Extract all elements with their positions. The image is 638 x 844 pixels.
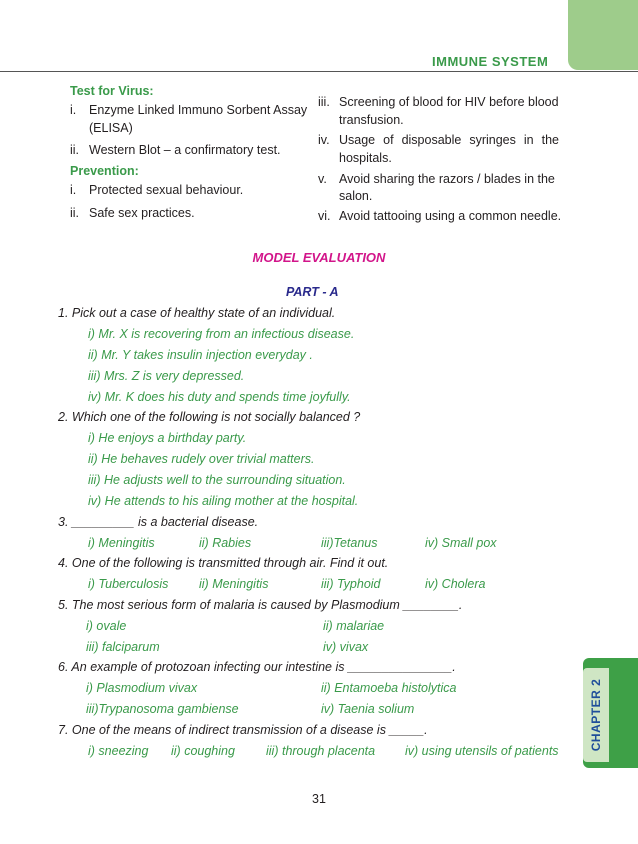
question-5: 5. The most serious form of malaria is caused by Plasmodium ________. [58, 598, 463, 612]
option: i) Mr. X is recovering from an infectious disease. [88, 327, 355, 341]
option: ii) Mr. Y takes insulin injection everyday . [88, 348, 313, 362]
test-item-text: (ELISA) [89, 121, 133, 135]
question-2: 2. Which one of the following is not socially balanced ? [58, 410, 361, 424]
header-corner-tab [568, 0, 638, 70]
option: iv) using utensils of patients [405, 744, 559, 758]
option: iv) vivax [323, 640, 369, 654]
test-item-text: Western Blot – a confirmatory test. [89, 143, 281, 157]
model-evaluation-heading: MODEL EVALUATION [252, 250, 386, 265]
test-item-num: ii. [70, 143, 80, 157]
prevention-item-text: Safe sex practices. [89, 206, 195, 220]
test-for-virus-heading: Test for Virus: [70, 84, 154, 98]
page-number: 31 [312, 792, 326, 806]
prevention-item-text: Avoid sharing the razors / blades in the [339, 172, 555, 186]
question-1: 1. Pick out a case of healthy state of an individual. [58, 306, 336, 320]
prevention-item-num: ii. [70, 206, 80, 220]
option: iii) He adjusts well to the surrounding situation. [88, 473, 346, 487]
option: iv) Taenia solium [321, 702, 415, 716]
option: iv) Cholera [425, 577, 486, 591]
option: iv) Small pox [425, 536, 497, 550]
option: ii) Entamoeba histolytica [321, 681, 457, 695]
prevention-item-num: iii. [318, 95, 330, 109]
prevention-item-text: Avoid tattooing using a common needle. [339, 209, 562, 223]
option: iii) falciparum [86, 640, 160, 654]
prevention-heading: Prevention: [70, 164, 139, 178]
option: iii)Tetanus [321, 536, 378, 550]
prevention-item-text: Protected sexual behaviour. [89, 183, 244, 197]
test-item-text: Enzyme Linked Immuno Sorbent Assay [89, 103, 308, 117]
option: iii) Typhoid [321, 577, 381, 591]
chapter-tab [584, 670, 608, 760]
option: iii) Mrs. Z is very depressed. [88, 369, 245, 383]
option: ii) malariae [323, 619, 385, 633]
running-header-title: IMMUNE SYSTEM [432, 54, 549, 69]
prevention-item-text: hospitals. [339, 151, 392, 165]
header-rule [0, 71, 638, 72]
option: iii) through placenta [266, 744, 376, 758]
prevention-item-text: Screening of blood for HIV before blood [339, 95, 559, 109]
option: ii) Rabies [199, 536, 252, 550]
option: i) Meningitis [88, 536, 155, 550]
part-a-heading: PART - A [286, 285, 339, 299]
option: i) ovale [86, 619, 127, 633]
option: iv) Mr. K does his duty and spends time joyfully. [88, 390, 351, 404]
question-4: 4. One of the following is transmitted through air. Find it out. [58, 556, 389, 570]
prevention-item-text: salon. [339, 189, 373, 203]
prevention-item-text: transfusion. [339, 113, 404, 127]
option: i) Plasmodium vivax [86, 681, 198, 695]
option: ii) coughing [171, 744, 235, 758]
chapter-tab-label: CHAPTER 2 [589, 678, 603, 752]
option: iii)Trypanosoma gambiense [86, 702, 239, 716]
option: i) Tuberculosis [88, 577, 169, 591]
question-7: 7. One of the means of indirect transmission of a disease is _____. [58, 723, 428, 737]
option: i) sneezing [88, 744, 149, 758]
prevention-item-num: iv. [318, 133, 330, 147]
question-3: 3. _________ is a bacterial disease. [58, 515, 259, 529]
option: i) He enjoys a birthday party. [88, 431, 247, 445]
question-6: 6. An example of protozoan infecting our intestine is _______________. [58, 660, 456, 674]
prevention-item-num: i. [70, 183, 77, 197]
prevention-item-num: vi. [318, 209, 331, 223]
prevention-item-text: Usage of disposable syringes in the [339, 133, 559, 147]
test-item-num: i. [70, 103, 77, 117]
option: ii) Meningitis [199, 577, 269, 591]
option: ii) He behaves rudely over trivial matters. [88, 452, 315, 466]
prevention-item-num: v. [318, 172, 327, 186]
option: iv) He attends to his ailing mother at the hospital. [88, 494, 359, 508]
